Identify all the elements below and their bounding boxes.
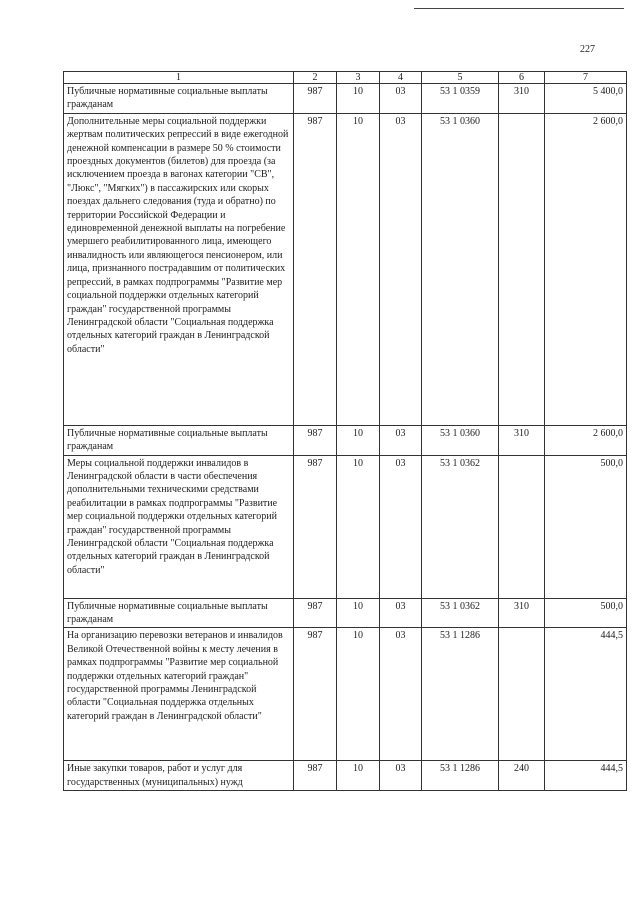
cell-col-5: 53 1 1286 bbox=[422, 628, 499, 761]
row-name: На организацию перевозки ветеранов и инвалидов Великой Отечественной войны к месту лечения в рамках подпрограммы "Развитие мер социальной поддержки отдельных категорий граждан" государственной программы Ленинградской области "Социальная поддержка отдельных категорий граждан в Ленинградской области" bbox=[64, 628, 294, 761]
cell-col-2: 987 bbox=[294, 113, 337, 425]
cell-col-5: 53 1 0362 bbox=[422, 598, 499, 628]
cell-col-4: 03 bbox=[380, 113, 422, 425]
cell-col-3: 10 bbox=[337, 113, 380, 425]
column-header: 2 bbox=[294, 72, 337, 84]
scan-edge-line bbox=[414, 8, 624, 9]
column-header: 7 bbox=[545, 72, 627, 84]
cell-col-6 bbox=[499, 113, 545, 425]
cell-col-7: 5 400,0 bbox=[545, 84, 627, 114]
cell-col-2: 987 bbox=[294, 761, 337, 791]
cell-col-5: 53 1 1286 bbox=[422, 761, 499, 791]
column-header-row bbox=[64, 72, 627, 84]
table-row bbox=[64, 761, 627, 791]
cell-col-2: 987 bbox=[294, 628, 337, 761]
table-row bbox=[64, 113, 627, 425]
cell-col-6: 310 bbox=[499, 84, 545, 114]
cell-col-7: 2 600,0 bbox=[545, 425, 627, 455]
cell-col-7: 2 600,0 bbox=[545, 113, 627, 425]
cell-col-4: 03 bbox=[380, 84, 422, 114]
page-number: 227 bbox=[580, 44, 595, 55]
cell-col-2: 987 bbox=[294, 84, 337, 114]
cell-col-6: 310 bbox=[499, 598, 545, 628]
cell-col-2: 987 bbox=[294, 425, 337, 455]
table-row bbox=[64, 598, 627, 628]
row-name: Публичные нормативные социальные выплаты гражданам bbox=[64, 598, 294, 628]
cell-col-2: 987 bbox=[294, 455, 337, 598]
column-header: 6 bbox=[499, 72, 545, 84]
budget-table bbox=[63, 71, 627, 791]
row-name: Меры социальной поддержки инвалидов в Ленинградской области в части обеспечения дополнительными техническими средствами реабилитации в рамках подпрограммы "Развитие мер социальной поддержки отдельных категорий граждан" государственной программы Ленинградской области "Социальная поддержка отдельных категорий граждан в Ленинградской области" bbox=[64, 455, 294, 598]
cell-col-4: 03 bbox=[380, 598, 422, 628]
cell-col-7: 444,5 bbox=[545, 628, 627, 761]
cell-col-6 bbox=[499, 455, 545, 598]
cell-col-5: 53 1 0360 bbox=[422, 113, 499, 425]
cell-col-3: 10 bbox=[337, 84, 380, 114]
row-name: Иные закупки товаров, работ и услуг для государственных (муниципальных) нужд bbox=[64, 761, 294, 791]
cell-col-7: 500,0 bbox=[545, 455, 627, 598]
table-row bbox=[64, 84, 627, 114]
table-row bbox=[64, 628, 627, 761]
cell-col-4: 03 bbox=[380, 425, 422, 455]
column-header: 4 bbox=[380, 72, 422, 84]
cell-col-6 bbox=[499, 628, 545, 761]
cell-col-4: 03 bbox=[380, 761, 422, 791]
row-name: Публичные нормативные социальные выплаты гражданам bbox=[64, 84, 294, 114]
table-row bbox=[64, 455, 627, 598]
cell-col-7: 444,5 bbox=[545, 761, 627, 791]
table-row bbox=[64, 425, 627, 455]
cell-col-3: 10 bbox=[337, 598, 380, 628]
cell-col-6: 310 bbox=[499, 425, 545, 455]
cell-col-5: 53 1 0360 bbox=[422, 425, 499, 455]
cell-col-3: 10 bbox=[337, 761, 380, 791]
cell-col-5: 53 1 0362 bbox=[422, 455, 499, 598]
cell-col-7: 500,0 bbox=[545, 598, 627, 628]
row-name: Дополнительные меры социальной поддержки жертвам политических репрессий в виде ежегодной денежной компенсации в размере 50 % стоимости проездных документов (билетов) для проезда (за исключением проезда в вагонах категории "СВ", "Люкс", "Мягких") в пассажирских или скорых поездах дальнего следования (туда и обратно) по территории Российской Федерации и единовременной денежной выплаты на погребение умершего реабилитированного лица, имеющего инвалидность или являющегося пенсионером, или лица, признанного пострадавшим от политических репрессий, в рамках подпрограммы "Развитие мер социальной поддержки отдельных категорий граждан" государственной программы Ленинградской области "Социальная поддержка отдельных категорий граждан в Ленинградской области" bbox=[64, 113, 294, 425]
column-header: 1 bbox=[64, 72, 294, 84]
cell-col-5: 53 1 0359 bbox=[422, 84, 499, 114]
cell-col-3: 10 bbox=[337, 425, 380, 455]
cell-col-6: 240 bbox=[499, 761, 545, 791]
cell-col-4: 03 bbox=[380, 455, 422, 598]
column-header: 5 bbox=[422, 72, 499, 84]
row-name: Публичные нормативные социальные выплаты гражданам bbox=[64, 425, 294, 455]
cell-col-3: 10 bbox=[337, 628, 380, 761]
column-header: 3 bbox=[337, 72, 380, 84]
cell-col-3: 10 bbox=[337, 455, 380, 598]
cell-col-4: 03 bbox=[380, 628, 422, 761]
cell-col-2: 987 bbox=[294, 598, 337, 628]
